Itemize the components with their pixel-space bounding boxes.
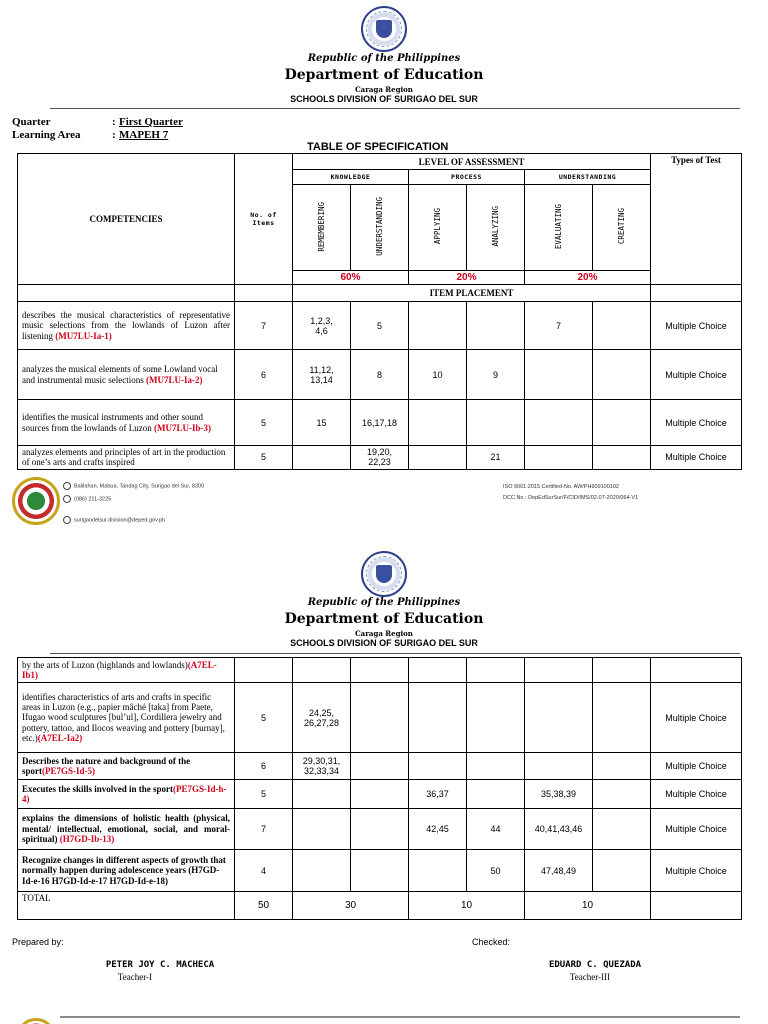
cell-type: Multiple Choice: [651, 683, 742, 753]
cell-ana: 9: [467, 350, 525, 400]
placement-spacer-right: [651, 285, 742, 302]
competency-code: (PE7GS-Id-h-4): [22, 783, 227, 804]
cell-type: Multiple Choice: [651, 350, 742, 400]
cell-eva: [525, 658, 593, 683]
cell-items: 6: [235, 350, 293, 400]
applying-header: [409, 185, 467, 271]
competency-text: identifies characteristics of arts and crafts in specific areas in Luzon (e.g., papier mâché [taka] from Paete, Ifugao wood sculptures [bul’ul], Cordillera jewelry and pottery, tattoo, and Ilocos weaving and pottery [burnay], etc.): [22, 691, 225, 744]
creating-header-text: CREATING: [617, 208, 626, 245]
prepared-by-label: Prepared by:: [12, 937, 64, 947]
competency-code: (MU7LU-Ia-2): [145, 374, 203, 385]
cell-ana: 21: [467, 446, 525, 470]
footer-dcc-value: DepEdSurSur/F/CID/IMS/02-07-2020/064-V1: [528, 495, 639, 501]
process-header: PROCESS: [409, 170, 525, 185]
knowledge-percent: 60%: [293, 271, 409, 285]
footer-email-text: surigaodelsur.division@deped.gov.ph: [74, 517, 166, 524]
competency-code: (A7EL-Ib1): [22, 659, 217, 680]
cell-type: Multiple Choice: [651, 753, 742, 780]
footer-address: [63, 482, 204, 490]
cell-items: 6: [235, 753, 293, 780]
types-header: Types of Test: [651, 154, 742, 285]
cell-cre: [593, 780, 651, 809]
learning-area-value: MAPEH 7: [119, 129, 169, 141]
competency-cell: [18, 446, 235, 470]
understanding-col-header-text: UNDERSTANDING: [375, 197, 384, 256]
cell-type: [651, 658, 742, 683]
cell-app: 36,37: [409, 780, 467, 809]
table-row: [18, 302, 742, 350]
competency-cell: [18, 753, 235, 780]
cell-app: [409, 850, 467, 892]
table-row: [18, 753, 742, 780]
creating-header: [593, 185, 651, 271]
cell-type: Multiple Choice: [651, 809, 742, 850]
table-row: [18, 400, 742, 446]
items-header-line1: No. of: [250, 211, 277, 219]
quarter-value: First Quarter: [119, 116, 183, 128]
cell-eva: 40,41,43,46: [525, 809, 593, 850]
competency-cell: [18, 683, 235, 753]
cell-cre: [593, 400, 651, 446]
email-icon: [63, 516, 71, 524]
cell-type: Multiple Choice: [651, 400, 742, 446]
division-seal-footer-page2: [16, 1018, 56, 1024]
cell-items: 4: [235, 850, 293, 892]
analyzing-header: [467, 185, 525, 271]
cell-ana: [467, 683, 525, 753]
cell-und: [351, 809, 409, 850]
footer-rule-page2: [60, 1016, 740, 1018]
cell-type: Multiple Choice: [651, 850, 742, 892]
cell-rem: 11,12, 13,14: [293, 350, 351, 400]
cell-eva: [525, 400, 593, 446]
competency-text: analyzes elements and principles of art in the production of one’s arts and crafts inspired: [22, 447, 226, 468]
remembering-header: [293, 185, 351, 271]
understanding-percent: 20%: [525, 271, 651, 285]
knowledge-header: KNOWLEDGE: [293, 170, 409, 185]
competency-text: analyzes the musical elements of some Lowland vocal and instrumental music selections: [22, 364, 218, 385]
cell-rem: 24,25, 26,27,28: [293, 683, 351, 753]
evaluating-header: [525, 185, 593, 271]
cell-ana: 44: [467, 809, 525, 850]
checker-name: EDUARD C. QUEZADA: [548, 960, 642, 970]
cell-und: [351, 658, 409, 683]
level-header: LEVEL OF ASSESSMENT: [293, 154, 651, 170]
cell-ana: [467, 658, 525, 683]
footer-dcc-label: DCC No.:: [503, 495, 529, 501]
cell-app: [409, 400, 467, 446]
competency-cell: [18, 658, 235, 683]
cell-items: 7: [235, 302, 293, 350]
footer-dcc: [503, 495, 638, 501]
cell-eva: 7: [525, 302, 593, 350]
learning-area-colon: :: [112, 129, 116, 141]
region-label: Caraga Region: [355, 85, 413, 94]
competency-cell: [18, 302, 235, 350]
competency-code: (PE7GS-Id-5): [42, 766, 96, 776]
deped-seal-top: [361, 6, 407, 52]
cell-app: [409, 658, 467, 683]
cell-ana: [467, 753, 525, 780]
competency-cell: [18, 400, 235, 446]
cell-ana: [467, 780, 525, 809]
competency-code: (MU7LU-Ib-3): [153, 422, 211, 433]
total-process: 10: [409, 892, 525, 920]
cell-type: Multiple Choice: [651, 446, 742, 470]
deped-seal-page2: [361, 551, 407, 597]
cell-app: 42,45: [409, 809, 467, 850]
quarter-label: Quarter: [12, 116, 51, 128]
total-type: [651, 892, 742, 920]
quarter-colon: :: [112, 116, 116, 128]
footer-phone: [63, 495, 111, 503]
total-understanding: 10: [525, 892, 651, 920]
competency-code: (H7GD-Ib-13): [59, 834, 115, 845]
footer-address-text: Balilahan, Mabua, Tandag City, Surigao del Sur, 8300: [74, 483, 205, 490]
header-rule: [50, 108, 740, 109]
location-icon: [63, 482, 71, 490]
preparer-name: PETER JOY C. MACHECA: [105, 960, 215, 970]
cell-und: 8: [351, 350, 409, 400]
cell-app: [409, 683, 467, 753]
checked-label: Checked:: [472, 937, 511, 947]
header-rule-page2: [50, 653, 740, 654]
cell-app: [409, 302, 467, 350]
table-row: [18, 446, 742, 470]
cell-rem: 15: [293, 400, 351, 446]
competency-cell: [18, 809, 235, 850]
table-row: [18, 683, 742, 753]
understanding-col-header: [351, 185, 409, 271]
item-placement-header: ITEM PLACEMENT: [293, 285, 651, 302]
table-row: [18, 658, 742, 683]
cell-rem: 29,30,31, 32,33,34: [293, 753, 351, 780]
cell-type: Multiple Choice: [651, 302, 742, 350]
cell-eva: 47,48,49: [525, 850, 593, 892]
table-row: [18, 850, 742, 892]
competency-text: explains the dimensions of holistic health (physical, mental/ intellectual, emotional, social, and moral-spiritual): [22, 813, 230, 845]
cell-cre: [593, 302, 651, 350]
competency-cell: [18, 850, 235, 892]
cell-cre: [593, 683, 651, 753]
cell-items: 7: [235, 809, 293, 850]
division-seal-footer: [12, 477, 60, 525]
cell-und: 16,17,18: [351, 400, 409, 446]
competency-text: by the arts of Luzon (highlands and lowlands): [22, 659, 188, 670]
division-label-page2: SCHOOLS DIVISION OF SURIGAO DEL SUR: [290, 638, 478, 648]
competency-code: (A7EL-Ia2): [37, 733, 83, 744]
division-label: SCHOOLS DIVISION OF SURIGAO DEL SUR: [290, 94, 478, 104]
cell-eva: [525, 446, 593, 470]
items-header-line2: Items: [252, 219, 275, 227]
tos-table-page2: [17, 657, 742, 920]
cell-cre: [593, 350, 651, 400]
cell-cre: [593, 446, 651, 470]
placement-spacer-items: [235, 285, 293, 302]
phone-icon: [63, 495, 71, 503]
cell-cre: [593, 658, 651, 683]
competency-cell: [18, 780, 235, 809]
cell-cre: [593, 809, 651, 850]
cell-items: [235, 658, 293, 683]
department-title: Department of Education: [284, 67, 484, 83]
cell-rem: [293, 658, 351, 683]
cell-ana: [467, 400, 525, 446]
cell-rem: [293, 780, 351, 809]
cell-app: [409, 753, 467, 780]
placement-spacer-left: [18, 285, 235, 302]
competency-text: identifies the musical instruments and other sound sources from the lowlands of Luzon: [22, 412, 203, 433]
cell-rem: 1,2,3, 4,6: [293, 302, 351, 350]
items-header: [235, 154, 293, 285]
understanding-header: UNDERSTANDING: [525, 170, 651, 185]
total-knowledge: 30: [293, 892, 409, 920]
department-title-page2: Department of Education: [284, 611, 484, 627]
cell-rem: [293, 809, 351, 850]
cell-items: 5: [235, 446, 293, 470]
competencies-header: COMPETENCIES: [18, 154, 235, 285]
remembering-header-text: REMEMBERING: [317, 201, 326, 252]
footer-phone-text: (086) 211-3225: [74, 496, 112, 503]
cell-und: [351, 850, 409, 892]
cell-cre: [593, 753, 651, 780]
competency-text: describes the musical characteristics of representative music selections from the lowlands of Luzon after listening: [22, 309, 230, 341]
cell-rem: [293, 446, 351, 470]
republic-label: Republic of the Philippines: [307, 53, 461, 64]
republic-label-page2: Republic of the Philippines: [307, 597, 461, 608]
footer-iso: ISO 9001:2015 Certified-No. AW/PH909100102: [503, 484, 619, 490]
total-items: 50: [235, 892, 293, 920]
table-title: TABLE OF SPECIFICATION: [307, 141, 449, 153]
cell-ana: [467, 302, 525, 350]
total-label: TOTAL: [18, 892, 235, 920]
cell-ana: 50: [467, 850, 525, 892]
process-percent: 20%: [409, 271, 525, 285]
cell-eva: 35,38,39: [525, 780, 593, 809]
cell-und: 19,20, 22,23: [351, 446, 409, 470]
table-row: [18, 780, 742, 809]
region-label-page2: Caraga Region: [355, 629, 413, 638]
competency-text: Recognize changes in different aspects of growth that normally happen during adolescence years (H7GD-Id-e-16 H7GD-Id-e-17 H7GD-Id-e-18): [22, 854, 226, 886]
cell-eva: [525, 683, 593, 753]
cell-items: 5: [235, 683, 293, 753]
competency-text: Executes the skills involved in the sport: [22, 783, 174, 794]
cell-eva: [525, 350, 593, 400]
evaluating-header-text: EVALUATING: [554, 203, 563, 250]
preparer-role: Teacher-I: [117, 972, 153, 982]
cell-app: [409, 446, 467, 470]
table-row: [18, 809, 742, 850]
footer-email: [63, 516, 165, 524]
competency-text: Describes the nature and background of the sport: [22, 755, 191, 776]
cell-items: 5: [235, 780, 293, 809]
competency-code: (MU7LU-Ia-1): [55, 330, 112, 341]
cell-und: [351, 753, 409, 780]
competency-cell: [18, 350, 235, 400]
table-row: [18, 350, 742, 400]
cell-eva: [525, 753, 593, 780]
cell-items: 5: [235, 400, 293, 446]
checker-role: Teacher-III: [569, 972, 611, 982]
applying-header-text: APPLYING: [433, 208, 442, 245]
cell-und: [351, 780, 409, 809]
cell-cre: [593, 850, 651, 892]
cell-rem: [293, 850, 351, 892]
learning-area-label: Learning Area: [12, 129, 81, 141]
analyzing-header-text: ANALYZING: [491, 206, 500, 247]
cell-und: 5: [351, 302, 409, 350]
cell-type: Multiple Choice: [651, 780, 742, 809]
tos-table-page1: [17, 153, 742, 470]
cell-app: 10: [409, 350, 467, 400]
cell-und: [351, 683, 409, 753]
